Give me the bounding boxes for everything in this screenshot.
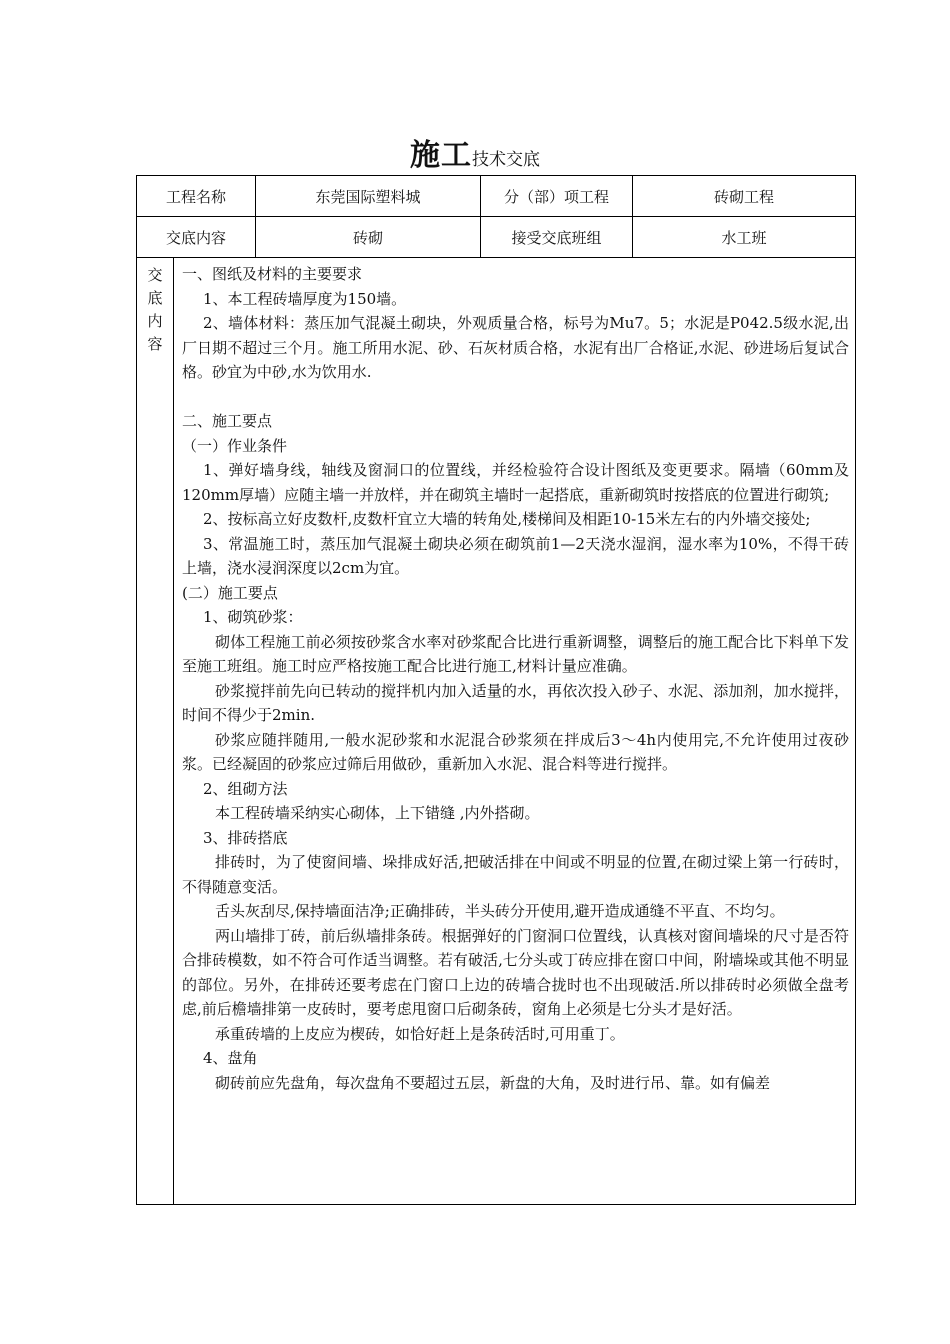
content-cell (174, 258, 856, 1205)
content-body (174, 258, 855, 1095)
side-label-cell (137, 258, 174, 1205)
header-row-2 (137, 217, 856, 258)
content-paragraph: 一、图纸及材料的主要要求 (182, 265, 363, 283)
content-paragraph: 排砖时，为了使窗间墙、垛排成好活,把破活排在中间或不明显的位置,在砌过梁上第一行砖时，不得随意变活。 (182, 853, 850, 896)
content-paragraph: (二）施工要点 (182, 583, 278, 602)
title-main: 施工 (410, 138, 472, 173)
content-paragraph: 1、弹好墙身线，轴线及窗洞口的位置线，并经检验符合设计图纸及变更要求。隔墙（60mm及120mm厚墙）应随主墙一并放样，并在砌筑主墙时一起搭底，重新砌筑时按搭底的位置进行砌筑; (182, 461, 850, 504)
content-paragraph: 3、排砖搭底 (203, 828, 288, 847)
team-value: 水工班 (633, 217, 856, 258)
project-name-value: 东莞国际塑料城 (256, 176, 481, 217)
content-paragraph: 1、本工程砖墙厚度为150墙。 (203, 289, 407, 308)
content-paragraph: 砂浆搅拌前先向已转动的搅拌机内加入适量的水，再依次投入砂子、水泥、添加剂，加水搅拌，时间不得少于2min. (182, 681, 850, 724)
content-paragraph: 4、盘角 (203, 1049, 258, 1067)
content-paragraph: （一）作业条件 (182, 436, 288, 455)
sub-project-value: 砖砌工程 (633, 176, 856, 217)
document-title (0, 130, 950, 174)
content-paragraph: 2、按标高立好皮数杆,皮数杆宜立大墙的转角处,楼梯间及相距10-15米左右的内外墙交接处; (203, 510, 811, 528)
project-name-label: 工程名称 (137, 176, 256, 217)
content-paragraph: 砌体工程施工前必须按砂浆含水率对砂浆配合比进行重新调整，调整后的施工配合比下料单下发至施工班组。施工时应严格按施工配合比进行施工,材料计量应准确。 (182, 632, 850, 675)
header-row-1 (137, 176, 856, 217)
content-paragraph: 本工程砖墙采纳实心砌体，上下错缝 ,内外搭砌。 (215, 804, 540, 822)
content-paragraph (182, 385, 849, 410)
content-paragraph: 舌头灰刮尽,保持墙面洁净;正确排砖，半头砖分开使用,避开造成通缝不平直、不均匀。 (215, 902, 785, 920)
content-paragraph: 承重砖墙的上皮应为楔砖，如恰好赶上是条砖活时,可用重丁。 (215, 1024, 625, 1043)
side-label: 交底内容 (147, 266, 163, 353)
content-paragraph: 2、墙体材料：蒸压加气混凝土砌块，外观质量合格，标号为Mu7。5；水泥是P042.5级水泥,出厂日期不超过三个月。施工所用水泥、砂、石灰材质合格，水泥有出厂合格证,水泥、砂进场后复试合格。砂宜为中砂,水为饮用水. (182, 314, 850, 381)
content-paragraph: 砌砖前应先盘角，每次盘角不要超过五层，新盘的大角，及时进行吊、靠。如有偏差 (215, 1073, 771, 1092)
title-sub: 技术交底 (472, 150, 540, 170)
team-label: 接受交底班组 (481, 217, 633, 258)
content-paragraph: 二、施工要点 (182, 412, 273, 430)
content-value: 砖砌 (256, 217, 481, 258)
content-label: 交底内容 (137, 217, 256, 258)
content-paragraph: 1、砌筑砂浆： (203, 608, 303, 626)
sub-project-label: 分（部）项工程 (481, 176, 633, 217)
content-paragraph: 3、常温施工时，蒸压加气混凝土砌块必须在砌筑前1—2天浇水湿润，湿水率为10%，不得干砖上墙，浇水浸润深度以2cm为宜。 (182, 534, 850, 577)
content-row (137, 258, 856, 1205)
content-paragraph: 2、组砌方法 (203, 779, 288, 798)
disclosure-table (136, 175, 856, 1205)
content-paragraph: 两山墙排丁砖，前后纵墙排条砖。根据弹好的门窗洞口位置线，认真核对窗间墙垛的尺寸是否符合排砖模数，如不符合可作适当调整。若有破活,七分头或丁砖应排在窗口中间，附墙垛或其他不明显的部位。另外，在排砖还要考虑在门窗口上边的砖墙合拢时也不出现破活.所以排砖时必须做全盘考虑,前后檐墙排第一皮砖时，要考虑甩窗口后砌条砖，窗角上必须是七分头才是好活。 (182, 926, 850, 1018)
content-paragraph: 砂浆应随拌随用,一般水泥砂浆和水泥混合砂浆须在拌成后3～4h内使用完,不允许使用过夜砂浆。已经凝固的砂浆应过筛后用做砂，重新加入水泥、混合料等进行搅拌。 (182, 730, 850, 773)
